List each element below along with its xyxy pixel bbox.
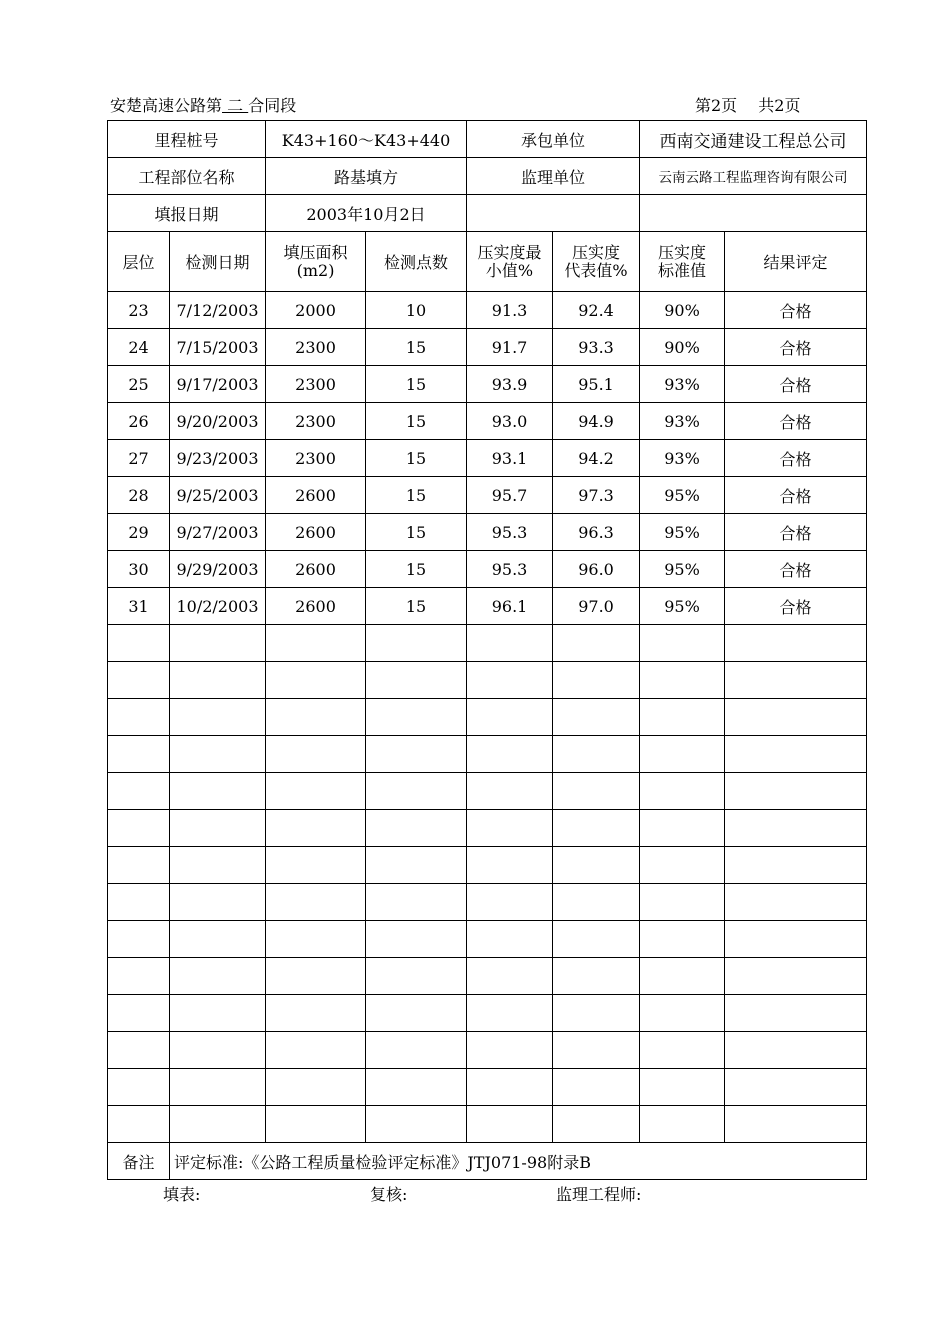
table-row — [108, 292, 867, 329]
cell-date: 9/25/2003 — [170, 477, 266, 514]
cell-rep: 97.3 — [553, 477, 640, 514]
cell-layer: 27 — [108, 440, 170, 477]
table-row — [108, 477, 867, 514]
cell-min: 93.1 — [467, 440, 553, 477]
col-result: 结果评定 — [725, 232, 867, 292]
cell-min: 93.9 — [467, 366, 553, 403]
cell-rep: 94.2 — [553, 440, 640, 477]
cell-min: 91.7 — [467, 329, 553, 366]
cell-std: 95% — [640, 551, 725, 588]
page-info: 第2页 共2页 — [695, 96, 801, 115]
empty-row — [108, 625, 867, 662]
section-number: 二 — [222, 96, 249, 115]
cell-points: 15 — [366, 366, 467, 403]
cell-result: 合格 — [725, 292, 867, 329]
cell-result: 合格 — [725, 588, 867, 625]
cell-rep: 92.4 — [553, 292, 640, 329]
cell-result: 合格 — [725, 329, 867, 366]
cell-area: 2300 — [266, 366, 366, 403]
empty-row — [108, 1069, 867, 1106]
cell-date: 10/2/2003 — [170, 588, 266, 625]
cell-layer: 23 — [108, 292, 170, 329]
cell-min: 95.3 — [467, 551, 553, 588]
cell-date: 9/23/2003 — [170, 440, 266, 477]
empty-row — [108, 847, 867, 884]
cell-std: 95% — [640, 477, 725, 514]
empty-row — [108, 884, 867, 921]
cell-min: 91.3 — [467, 292, 553, 329]
col-std — [640, 232, 725, 292]
cell-area: 2600 — [266, 551, 366, 588]
cell-result: 合格 — [725, 366, 867, 403]
remarks-label: 备注 — [108, 1143, 170, 1180]
date-value: 2003年10月2日 — [266, 195, 467, 232]
date-label: 填报日期 — [108, 195, 266, 232]
col-min-line1: 压实度最 — [477, 242, 542, 262]
filler-signature-label: 填表: — [163, 1185, 201, 1204]
cell-layer: 25 — [108, 366, 170, 403]
empty-cell — [467, 195, 640, 232]
empty-row — [108, 699, 867, 736]
col-area-line1: 填压面积 — [283, 242, 348, 262]
cell-rep: 97.0 — [553, 588, 640, 625]
cell-min: 93.0 — [467, 403, 553, 440]
cell-std: 95% — [640, 514, 725, 551]
empty-row — [108, 1032, 867, 1069]
cell-std: 93% — [640, 366, 725, 403]
cell-rep: 94.9 — [553, 403, 640, 440]
table-row — [108, 514, 867, 551]
contractor-label: 承包单位 — [467, 121, 640, 158]
part-value: 路基填方 — [266, 158, 467, 195]
empty-row — [108, 773, 867, 810]
col-points: 检测点数 — [366, 232, 467, 292]
cell-points: 15 — [366, 588, 467, 625]
table-row — [108, 588, 867, 625]
table-row — [108, 403, 867, 440]
meta-row-mileage — [108, 121, 867, 158]
cell-area: 2000 — [266, 292, 366, 329]
cell-layer: 28 — [108, 477, 170, 514]
contractor-value: 西南交通建设工程总公司 — [640, 121, 867, 158]
cell-date: 7/15/2003 — [170, 329, 266, 366]
col-std-line1: 压实度 — [658, 242, 707, 262]
cell-points: 15 — [366, 403, 467, 440]
cell-area: 2300 — [266, 440, 366, 477]
reviewer-signature-label: 复核: — [370, 1185, 408, 1204]
cell-rep: 96.3 — [553, 514, 640, 551]
cell-result: 合格 — [725, 403, 867, 440]
col-test-date: 检测日期 — [170, 232, 266, 292]
cell-std: 93% — [640, 403, 725, 440]
empty-row — [108, 662, 867, 699]
meta-row-date — [108, 195, 867, 232]
cell-points: 15 — [366, 551, 467, 588]
cell-date: 9/17/2003 — [170, 366, 266, 403]
cell-date: 7/12/2003 — [170, 292, 266, 329]
cell-min: 96.1 — [467, 588, 553, 625]
table-row — [108, 551, 867, 588]
cell-date: 9/20/2003 — [170, 403, 266, 440]
cell-area: 2600 — [266, 588, 366, 625]
table-row — [108, 366, 867, 403]
col-std-line2: 标准值 — [658, 260, 707, 280]
cell-area: 2300 — [266, 329, 366, 366]
table-row — [108, 329, 867, 366]
cell-points: 15 — [366, 514, 467, 551]
cell-result: 合格 — [725, 551, 867, 588]
cell-rep: 96.0 — [553, 551, 640, 588]
cell-layer: 26 — [108, 403, 170, 440]
remarks-row — [108, 1143, 867, 1180]
cell-min: 95.3 — [467, 514, 553, 551]
col-area-line2: (m2) — [296, 260, 335, 280]
cell-min: 95.7 — [467, 477, 553, 514]
cell-points: 15 — [366, 477, 467, 514]
compaction-report-table — [107, 120, 867, 1180]
cell-layer: 30 — [108, 551, 170, 588]
supervisor-label: 监理单位 — [467, 158, 640, 195]
cell-rep: 95.1 — [553, 366, 640, 403]
col-rep — [553, 232, 640, 292]
cell-result: 合格 — [725, 440, 867, 477]
table-row — [108, 440, 867, 477]
title-prefix: 安楚高速公路第 — [110, 96, 223, 115]
cell-points: 15 — [366, 329, 467, 366]
part-label: 工程部位名称 — [108, 158, 266, 195]
remarks-text: 评定标准:《公路工程质量检验评定标准》JTJ071-98附录B — [170, 1143, 867, 1180]
col-area — [266, 232, 366, 292]
mileage-value: K43+160～K43+440 — [266, 121, 467, 158]
cell-result: 合格 — [725, 514, 867, 551]
empty-row — [108, 958, 867, 995]
engineer-signature-label: 监理工程师: — [556, 1185, 642, 1204]
cell-std: 95% — [640, 588, 725, 625]
form-title — [110, 96, 296, 116]
cell-std: 90% — [640, 292, 725, 329]
cell-layer: 29 — [108, 514, 170, 551]
cell-points: 10 — [366, 292, 467, 329]
column-header-row — [108, 232, 867, 292]
mileage-label: 里程桩号 — [108, 121, 266, 158]
col-layer: 层位 — [108, 232, 170, 292]
cell-date: 9/27/2003 — [170, 514, 266, 551]
cell-area: 2300 — [266, 403, 366, 440]
empty-row — [108, 921, 867, 958]
empty-cell — [640, 195, 867, 232]
supervisor-value: 云南云路工程监理咨询有限公司 — [640, 158, 867, 195]
cell-result: 合格 — [725, 477, 867, 514]
col-rep-line1: 压实度 — [572, 242, 621, 262]
empty-row — [108, 810, 867, 847]
title-suffix: 合同段 — [248, 96, 297, 115]
cell-layer: 24 — [108, 329, 170, 366]
col-rep-line2: 代表值% — [564, 260, 628, 280]
cell-layer: 31 — [108, 588, 170, 625]
empty-row — [108, 995, 867, 1032]
cell-std: 93% — [640, 440, 725, 477]
cell-std: 90% — [640, 329, 725, 366]
cell-area: 2600 — [266, 514, 366, 551]
col-min — [467, 232, 553, 292]
cell-area: 2600 — [266, 477, 366, 514]
cell-rep: 93.3 — [553, 329, 640, 366]
cell-date: 9/29/2003 — [170, 551, 266, 588]
col-min-line2: 小值% — [485, 260, 534, 280]
empty-row — [108, 1106, 867, 1143]
cell-points: 15 — [366, 440, 467, 477]
empty-row — [108, 736, 867, 773]
meta-row-part — [108, 158, 867, 195]
